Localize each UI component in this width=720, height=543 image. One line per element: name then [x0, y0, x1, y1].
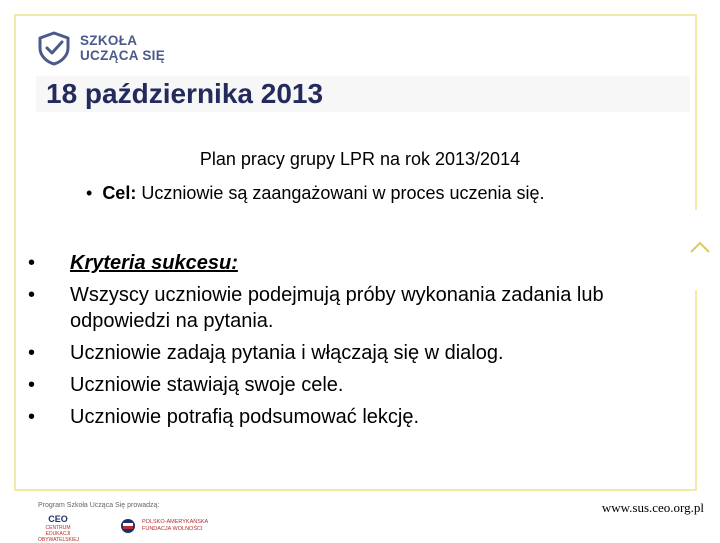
list-item: [28, 250, 678, 276]
footer-program-text: Program Szkoła Ucząca Się prowadzą:: [38, 502, 160, 509]
logo-text: [80, 33, 165, 63]
pafw-line-1: POLSKO-AMERYKAŃSKA: [142, 519, 209, 525]
list-item: [28, 282, 678, 334]
criteria-text: Wszyscy uczniowie podejmują próby wykonania zadania lub odpowiedzi na pytania.: [70, 284, 604, 332]
goal-bullet: [86, 181, 545, 205]
szkola-uczaca-sie-logo: [36, 30, 165, 66]
bullet: •: [28, 406, 36, 428]
logo-line-2: UCZĄCA SIĘ: [80, 48, 166, 63]
goal-label: Cel:: [102, 183, 137, 203]
plan-heading: Plan pracy grupy LPR na rok 2013/2014: [199, 149, 521, 169]
logo-line-1: SZKOŁA: [80, 33, 138, 48]
chevron-up-icon: [689, 240, 711, 254]
goal-text: Uczniowie są zaangażowani w proces uczenia się.: [136, 183, 545, 203]
list-item: [28, 340, 678, 366]
shield-check-icon: [36, 30, 72, 66]
pafw-emblem-icon: [120, 518, 136, 534]
criteria-text: Uczniowie zadają pytania i włączają się w dialog.: [70, 342, 504, 364]
bullet: •: [86, 183, 103, 203]
pafw-logo-text: [142, 519, 208, 533]
pafw-line-2: FUNDACJA WOLNOŚCI: [142, 526, 203, 532]
ceo-logo: [38, 514, 80, 543]
bullet: •: [28, 284, 36, 306]
bullet: •: [28, 342, 36, 364]
ceo-logo-text: CEO: [48, 514, 68, 524]
criteria-text: Uczniowie potrafią podsumować lekcję.: [70, 406, 420, 428]
bullet: •: [28, 252, 36, 274]
list-item: [28, 404, 678, 430]
criteria-list: [28, 250, 678, 436]
footer-url: www.sus.ceo.org.pl: [601, 500, 704, 515]
ceo-logo-subtext: CENTRUM EDUKACJI OBYWATELSKIEJ: [38, 525, 80, 543]
criteria-heading: Kryteria sukcesu:: [70, 252, 238, 274]
bullet: •: [28, 374, 36, 396]
slide-title: 18 października 2013: [46, 78, 324, 109]
criteria-text: Uczniowie stawiają swoje cele.: [70, 374, 344, 396]
list-item: [28, 372, 678, 398]
